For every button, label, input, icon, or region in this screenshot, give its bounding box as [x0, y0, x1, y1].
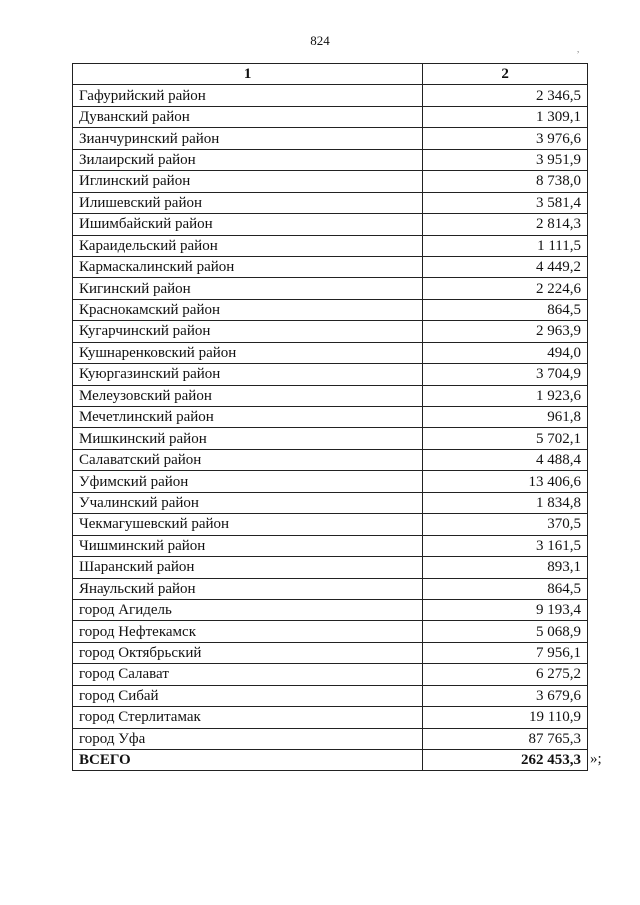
table-row [73, 578, 588, 599]
table-row [73, 535, 588, 556]
row-value-cell: 13 406,6 [423, 471, 588, 492]
row-name-cell: Кугарчинский район [73, 321, 423, 342]
row-value-cell: 19 110,9 [423, 707, 588, 728]
table-row [73, 642, 588, 663]
header-row [73, 64, 588, 85]
row-value-cell: 6 275,2 [423, 664, 588, 685]
column-header-1: 1 [73, 64, 423, 85]
scan-speck: , [577, 44, 580, 54]
row-name-cell: город Стерлитамак [73, 707, 423, 728]
row-name-cell: Дуванский район [73, 106, 423, 127]
table-row [73, 171, 588, 192]
row-name-cell: Мелеузовский район [73, 385, 423, 406]
table-row [73, 214, 588, 235]
row-name-cell: Кармаскалинский район [73, 256, 423, 277]
row-value-cell: 7 956,1 [423, 642, 588, 663]
row-name-cell: город Октябрьский [73, 642, 423, 663]
table-row [73, 385, 588, 406]
table-row [73, 407, 588, 428]
table-row [73, 449, 588, 470]
table-row [73, 728, 588, 749]
row-name-cell: Мишкинский район [73, 428, 423, 449]
row-name-cell: Гафурийский район [73, 85, 423, 106]
row-value-cell: 4 488,4 [423, 449, 588, 470]
row-name-cell: Зианчуринский район [73, 128, 423, 149]
table-row [73, 278, 588, 299]
column-header-2: 2 [423, 64, 588, 85]
row-value-cell: 2 814,3 [423, 214, 588, 235]
row-value-cell: 864,5 [423, 578, 588, 599]
table-row [73, 299, 588, 320]
total-row [73, 750, 588, 771]
row-value-cell: 370,5 [423, 514, 588, 535]
row-value-cell: 494,0 [423, 342, 588, 363]
table-row [73, 664, 588, 685]
row-name-cell: город Нефтекамск [73, 621, 423, 642]
table-row [73, 707, 588, 728]
closing-quote-mark: »; [590, 751, 602, 767]
total-label-cell: ВСЕГО [73, 750, 423, 771]
table-row [73, 149, 588, 170]
table-row [73, 557, 588, 578]
row-name-cell: город Салават [73, 664, 423, 685]
row-value-cell: 2 224,6 [423, 278, 588, 299]
table-row [73, 192, 588, 213]
row-value-cell: 8 738,0 [423, 171, 588, 192]
table-row [73, 364, 588, 385]
row-name-cell: Кушнаренковский район [73, 342, 423, 363]
row-name-cell: город Агидель [73, 599, 423, 620]
row-name-cell: Чишминский район [73, 535, 423, 556]
table-row [73, 621, 588, 642]
row-name-cell: Чекмагушевский район [73, 514, 423, 535]
row-value-cell: 1 111,5 [423, 235, 588, 256]
row-name-cell: город Сибай [73, 685, 423, 706]
row-value-cell: 4 449,2 [423, 256, 588, 277]
row-value-cell: 3 704,9 [423, 364, 588, 385]
table-row [73, 128, 588, 149]
row-name-cell: Куюргазинский район [73, 364, 423, 385]
row-value-cell: 961,8 [423, 407, 588, 428]
row-name-cell: Зилаирский район [73, 149, 423, 170]
table-row [73, 492, 588, 513]
row-name-cell: Салаватский район [73, 449, 423, 470]
table-row [73, 235, 588, 256]
page-number: 824 [310, 33, 330, 48]
row-value-cell: 1 834,8 [423, 492, 588, 513]
table-row [73, 85, 588, 106]
data-table [72, 63, 588, 771]
row-name-cell: Кигинский район [73, 278, 423, 299]
row-name-cell: Краснокамский район [73, 299, 423, 320]
total-value-cell: 262 453,3 [423, 750, 588, 771]
row-name-cell: Иглинский район [73, 171, 423, 192]
table-body [73, 85, 588, 771]
row-value-cell: 3 679,6 [423, 685, 588, 706]
row-value-cell: 3 161,5 [423, 535, 588, 556]
row-value-cell: 3 951,9 [423, 149, 588, 170]
row-value-cell: 5 068,9 [423, 621, 588, 642]
row-value-cell: 1 309,1 [423, 106, 588, 127]
row-name-cell: Илишевский район [73, 192, 423, 213]
table-row [73, 685, 588, 706]
table-row [73, 321, 588, 342]
table-row [73, 342, 588, 363]
row-name-cell: Янаульский район [73, 578, 423, 599]
table-row [73, 106, 588, 127]
table-row [73, 599, 588, 620]
row-name-cell: Учалинский район [73, 492, 423, 513]
table-row [73, 471, 588, 492]
row-value-cell: 9 193,4 [423, 599, 588, 620]
row-value-cell: 3 976,6 [423, 128, 588, 149]
row-value-cell: 2 963,9 [423, 321, 588, 342]
table-row [73, 256, 588, 277]
row-name-cell: Уфимский район [73, 471, 423, 492]
table-row [73, 514, 588, 535]
row-value-cell: 87 765,3 [423, 728, 588, 749]
row-value-cell: 3 581,4 [423, 192, 588, 213]
row-value-cell: 5 702,1 [423, 428, 588, 449]
row-name-cell: Караидельский район [73, 235, 423, 256]
row-name-cell: Шаранский район [73, 557, 423, 578]
row-value-cell: 2 346,5 [423, 85, 588, 106]
row-value-cell: 864,5 [423, 299, 588, 320]
row-name-cell: город Уфа [73, 728, 423, 749]
row-name-cell: Ишимбайский район [73, 214, 423, 235]
row-value-cell: 893,1 [423, 557, 588, 578]
row-value-cell: 1 923,6 [423, 385, 588, 406]
row-name-cell: Мечетлинский район [73, 407, 423, 428]
table-row [73, 428, 588, 449]
